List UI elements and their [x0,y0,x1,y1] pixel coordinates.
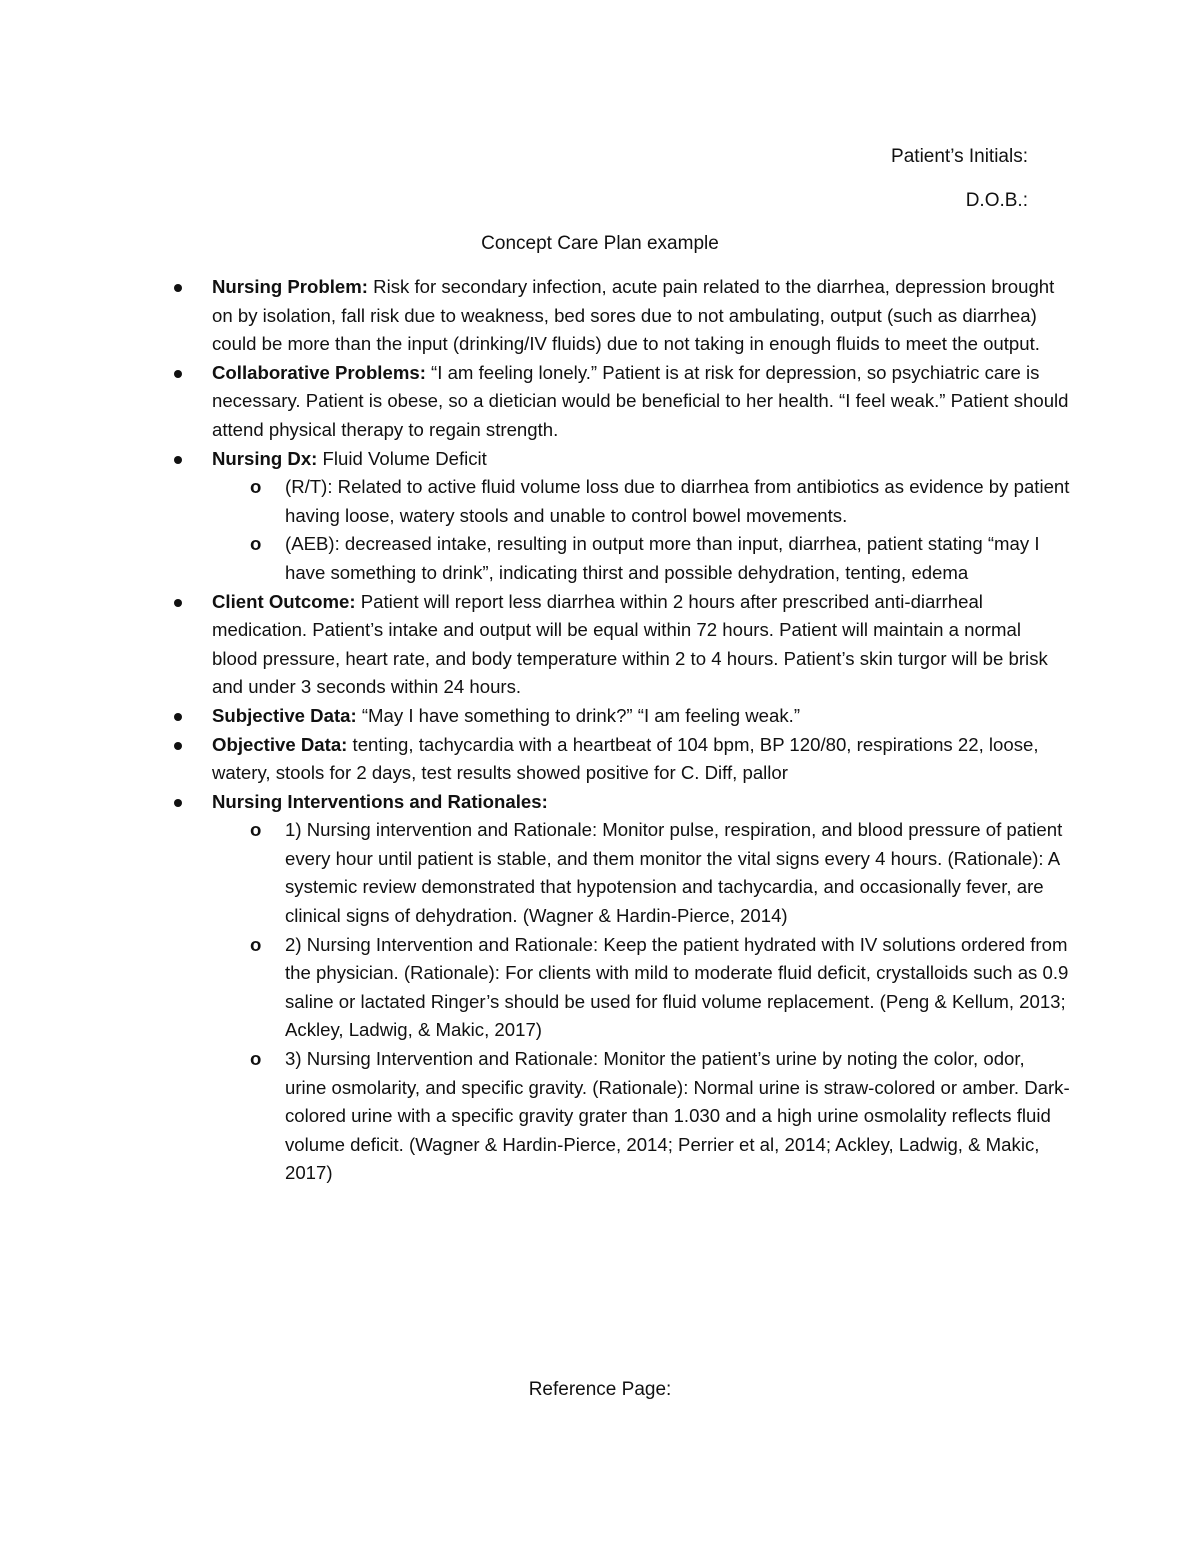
dob-label: D.O.B.: [965,190,1028,211]
sub-item-text: 2) Nursing Intervention and Rationale: Keep the patient hydrated with IV solutions ordered from the physician. (Rationale): For clients with mild to moderate fluid deficit, crystalloids such as 0.9 saline or lactated Ringer’s should be used for fluid volume replacement. (Peng & Kellum, 2013; Ackley, Ladwig, & Makic, 2017) [285,933,1069,1041]
list-item-interventions [170,788,1070,817]
list-item-subjective-data [170,702,1070,731]
sub-bullet-icon: o [250,1048,262,1070]
list-item-objective-data [170,731,1070,788]
item-text: “May I have something to drink?” “I am feeling weak.” [356,704,801,726]
item-text: Patient will report less diarrhea within 2 hours after prescribed anti-diarrheal medication. Patient’s intake and output will be equal within 72 hours. Patient will maintain a normal blood pressure, heart rate, and body temperature within 2 to 4 hours. Patient’s skin turgor will be brisk and under 3 seconds within 24 hours. [212,590,1048,698]
list-item-nursing-problem [170,273,1070,359]
sub-bullet-icon: o [250,819,262,841]
bullet-icon [174,599,182,607]
bullet-icon [174,370,182,378]
reference-page-title: Reference Page: [528,1379,672,1400]
sub-item-rt [170,473,1070,530]
bullet-icon [174,742,182,750]
sub-item-text: 3) Nursing Intervention and Rationale: Monitor the patient’s urine by noting the color, odor, urine osmolarity, and specific gravity. (Rationale): Normal urine is straw-colored or amber. Dark-colored urine with a specific gravity grater than 1.030 and a high urine osmolality reflects fluid volume deficit. (Wagner & Hardin-Pierce, 2014; Perrier et al, 2014; Ackley, Ladwig, & Makic, 2017) [285,1048,1070,1184]
sub-bullet-icon: o [250,476,262,498]
sub-item-text: (AEB): decreased intake, resulting in output more than input, diarrhea, patient stating “may I have something to drink”, indicating thirst and possible dehydration, tenting, edema [285,533,1040,583]
list-item-nursing-dx [170,445,1070,474]
bullet-icon [174,799,182,807]
list-item-collaborative-problems [170,359,1070,445]
item-text: tenting, tachycardia with a heartbeat of 104 bpm, BP 120/80, respirations 22, loose, watery, stools for 2 days, test results showed positive for C. Diff, pallor [212,733,1039,784]
item-text: Risk for secondary infection, acute pain related to the diarrhea, depression brought on by isolation, fall risk due to weakness, bed sores due to not ambulating, output (such as diarrhea) could be more than the input (drinking/IV fluids) due to not taking in enough fluids to meet the output. [212,276,1055,355]
item-text: Fluid Volume Deficit [317,447,487,469]
sub-item-text: (R/T): Related to active fluid volume loss due to diarrhea from antibiotics as evidence by patient having loose, watery stools and unable to control bowel movements. [285,476,1070,526]
sub-bullet-icon: o [250,533,262,555]
item-label: Nursing Dx: [212,447,318,469]
sub-item-intervention-1 [170,816,1070,930]
sub-item-aeb [170,530,1070,587]
item-label: Nursing Problem: [212,276,368,297]
item-label: Collaborative Problems: [212,361,426,383]
list-item-client-outcome [170,588,1070,702]
sub-item-intervention-3 [170,1045,1070,1188]
bullet-icon [174,713,182,721]
item-text: “I am feeling lonely.” Patient is at risk for depression, so psychiatric care is necessary. Patient is obese, so a dietician would be beneficial to her health. “I feel weak.” Patient should attend physical therapy to regain strength. [212,361,1069,440]
sub-item-intervention-2 [170,931,1070,1045]
item-label: Subjective Data: [212,704,357,726]
page-title: Concept Care Plan example [481,233,719,254]
patient-initials-label: Patient’s Initials: [891,146,1028,167]
item-label: Objective Data: [212,733,348,755]
care-plan-list [170,273,1070,1188]
sub-item-text: 1) Nursing intervention and Rationale: Monitor pulse, respiration, and blood pressure of patient every hour until patient is stable, and them monitor the vital signs every 4 hours. (Rationale): A systemic review demonstrated that hypotension and tachycardia, and occasionally fever, are clinical signs of dehydration. (Wagner & Hardin-Pierce, 2014) [285,819,1063,927]
sub-bullet-icon: o [250,933,262,955]
bullet-icon [174,456,182,464]
bullet-icon [174,284,182,292]
item-label: Client Outcome: [212,590,356,612]
item-label: Nursing Interventions and Rationales: [212,790,548,812]
